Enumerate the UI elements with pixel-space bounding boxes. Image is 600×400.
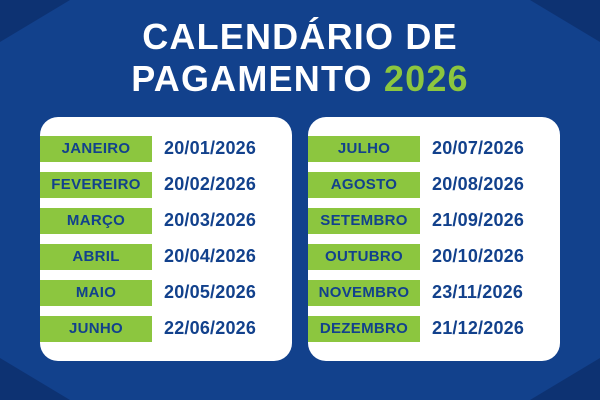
table-row <box>308 275 550 311</box>
month-label: SETEMBRO <box>308 208 420 234</box>
month-label: JULHO <box>308 136 420 162</box>
table-row <box>308 203 550 239</box>
month-label: MARÇO <box>40 208 152 234</box>
payment-date: 20/01/2026 <box>164 138 257 159</box>
month-label: JANEIRO <box>40 136 152 162</box>
payment-date: 21/09/2026 <box>432 210 525 231</box>
table-row <box>308 239 550 275</box>
table-row <box>40 167 282 203</box>
payment-date: 23/11/2026 <box>432 282 524 303</box>
corner-decoration-bottom-right <box>530 358 600 400</box>
month-label: JUNHO <box>40 316 152 342</box>
table-row <box>40 311 282 347</box>
month-label: FEVEREIRO <box>40 172 152 198</box>
table-row <box>308 311 550 347</box>
payment-date: 20/04/2026 <box>164 246 257 267</box>
payment-date: 20/10/2026 <box>432 246 525 267</box>
table-row <box>308 131 550 167</box>
calendar-panel-second-semester <box>308 117 560 361</box>
table-row <box>308 167 550 203</box>
corner-decoration-bottom-left <box>0 358 70 400</box>
month-label: OUTUBRO <box>308 244 420 270</box>
payment-date: 20/03/2026 <box>164 210 257 231</box>
month-label: MAIO <box>40 280 152 306</box>
table-row <box>40 203 282 239</box>
title-main-word: PAGAMENTO <box>131 58 373 100</box>
title-year: 2026 <box>383 58 469 100</box>
month-label: DEZEMBRO <box>308 316 420 342</box>
title-line-1: CALENDÁRIO DE <box>142 16 458 57</box>
table-row <box>40 131 282 167</box>
payment-date: 20/02/2026 <box>164 174 257 195</box>
payment-date: 20/08/2026 <box>432 174 525 195</box>
month-label: AGOSTO <box>308 172 420 198</box>
month-label: ABRIL <box>40 244 152 270</box>
calendar-panel-first-semester <box>40 117 292 361</box>
title-line-2 <box>0 58 600 100</box>
payment-date: 22/06/2026 <box>164 318 257 339</box>
payment-date: 21/12/2026 <box>432 318 525 339</box>
payment-date: 20/05/2026 <box>164 282 257 303</box>
calendar-panels <box>0 117 600 361</box>
table-row <box>40 275 282 311</box>
table-row <box>40 239 282 275</box>
payment-date: 20/07/2026 <box>432 138 525 159</box>
month-label: NOVEMBRO <box>308 280 420 306</box>
page-title <box>0 0 600 101</box>
